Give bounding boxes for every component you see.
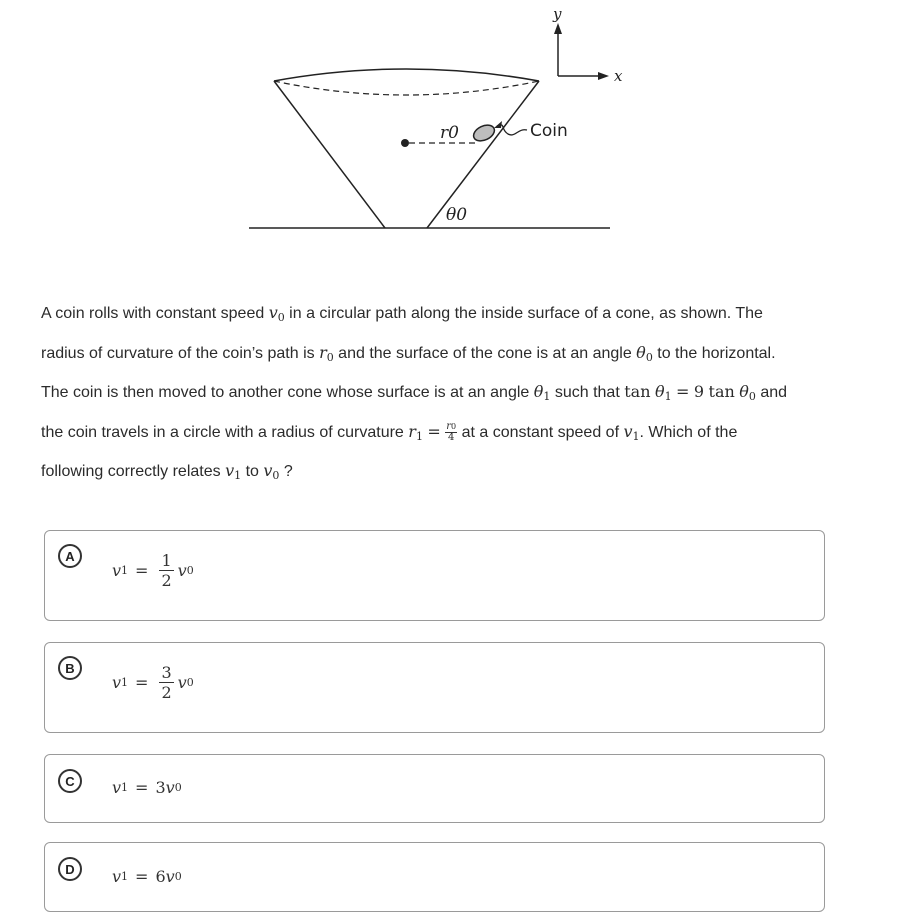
choice-d-formula: v 1 = 6 v 0 <box>112 867 182 886</box>
answer-choice-d[interactable] <box>44 842 825 912</box>
coin-pointer-arrow-icon <box>494 121 502 128</box>
cone-axis-point <box>401 139 409 147</box>
answer-choice-b[interactable] <box>44 642 825 733</box>
radius-label: r0 <box>440 123 459 143</box>
choice-letter-d: D <box>58 857 82 881</box>
cone-rim-back <box>274 69 539 81</box>
question-line: the coin travels in a circle with a radius of curvature $r_1$ = $\frac{r0}{4}$ at a constant speed of $v_1$. Which of the <box>41 420 738 443</box>
question-line: A coin rolls with constant speed $v_0$ in a circular path along the inside surface of a cone, as shown. The <box>41 303 763 324</box>
choice-b-fraction: $\frac{3}{2}$ <box>161 663 172 702</box>
choice-letter-c: C <box>58 769 82 793</box>
choice-a-formula: v 1 = $\frac{1}{2}$ v 0 <box>112 551 194 590</box>
question-line: radius of curvature of the coin’s path is $r_0$ and the surface of the cone is at an angle $\theta_0$ to the horizontal. <box>41 342 776 364</box>
choice-b-formula: v 1 = $\frac{3}{2}$ v 0 <box>112 663 194 702</box>
angle-label: θ0 <box>446 205 468 225</box>
choice-a-fraction: $\frac{1}{2}$ <box>161 551 172 590</box>
question-line: The coin is then moved to another cone whose surface is at an angle $\theta_1$ such that $\tan \theta_1 = 9$ $\tan \theta_0$ and <box>41 382 788 403</box>
cone-rim-front <box>274 81 539 95</box>
y-axis-label: y <box>553 5 562 23</box>
answer-choice-a[interactable] <box>44 530 825 621</box>
answer-choice-c[interactable] <box>44 754 825 823</box>
question-line: following correctly relates $v_1$ to $v_0$ ? <box>41 461 293 482</box>
x-axis-label: x <box>614 67 623 85</box>
choice-c-formula: v 1 = 3 v 0 <box>112 778 182 797</box>
choice-letter-b: B <box>58 656 82 680</box>
x-axis-arrow-icon <box>598 72 609 80</box>
inline-fraction: $\frac{r0}{4}$ <box>446 420 457 443</box>
choice-letter-a: A <box>58 544 82 568</box>
cone-left-side <box>274 81 385 228</box>
cone-diagram <box>0 0 919 260</box>
question-text <box>41 298 841 496</box>
cone-right-side <box>427 81 539 228</box>
coin-label: Coin <box>530 121 568 141</box>
y-axis-arrow-icon <box>554 23 562 34</box>
